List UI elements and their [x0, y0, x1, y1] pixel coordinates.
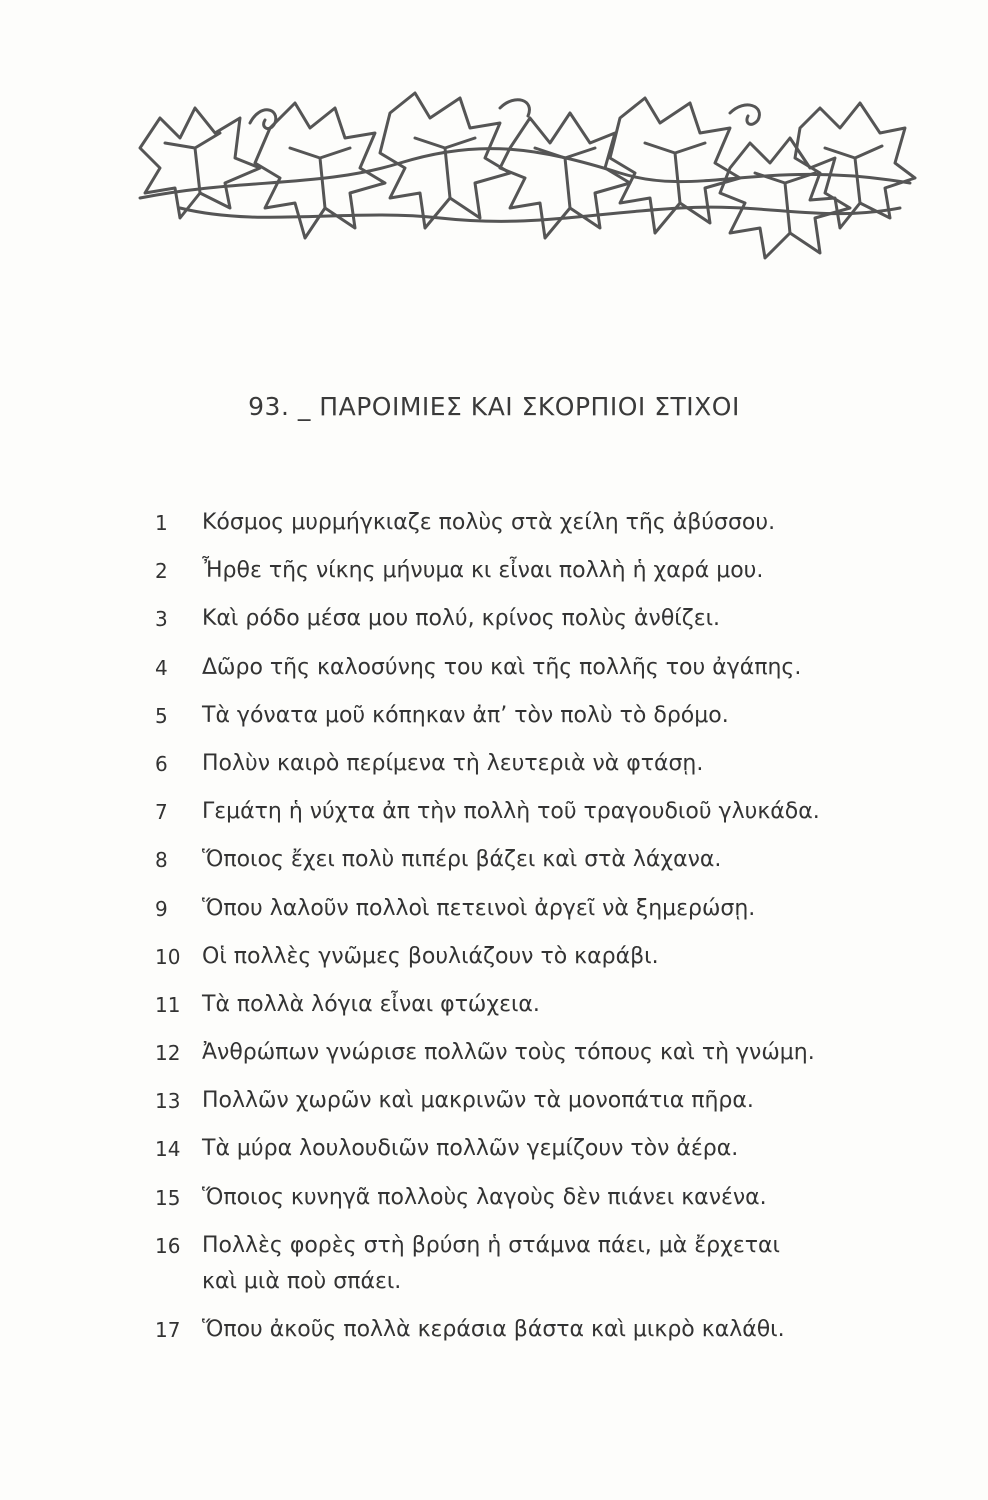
verse-text: Τὰ γόνατα μοῦ κόπηκαν ἀπ’ τὸν πολὺ τὸ δρόμο.: [202, 702, 729, 728]
verse-item: [155, 1312, 935, 1348]
verse-text: Πολλῶν χωρῶν καὶ μακρινῶν τὰ μονοπάτια πῆρα.: [202, 1088, 754, 1114]
verse-text: Πολλὲς φορὲς στὴ βρύση ἡ στάμνα πάει, μὰ ἔρχεται καὶ μιὰ ποὺ σπάει.: [202, 1232, 780, 1294]
vine-leaves-icon: [120, 88, 920, 268]
verse-text: Τὰ μύρα λουλουδιῶν πολλῶν γεμίζουν τὸν ἀέρα.: [202, 1136, 739, 1162]
verse-text: Κόσμος μυρμήγκιαζε πολὺς στὰ χείλη τῆς ἀβύσσου.: [202, 510, 776, 535]
verse-item: [155, 1228, 935, 1300]
verse-number: 7: [155, 800, 168, 825]
verse-item: [155, 1035, 935, 1071]
verse-item: [155, 505, 935, 541]
verse-number: 17: [155, 1318, 181, 1342]
verse-item: [155, 794, 935, 830]
verse-text: Ἦρθε τῆς νίκης μήνυμα κι εἶναι πολλὴ ἡ χαρά μου.: [202, 558, 764, 584]
verse-text: Τὰ πολλὰ λόγια εἶναι φτώχεια.: [202, 991, 540, 1017]
verse-item: [155, 746, 935, 782]
verse-item: [155, 601, 935, 637]
verse-number: 2: [155, 559, 168, 584]
verse-item: [155, 987, 935, 1023]
verse-list: [155, 505, 935, 1360]
verse-item: [155, 1083, 935, 1119]
page-title: 93. _ ΠΑΡΟΙΜΙΕΣ ΚΑΙ ΣΚΟΡΠΙΟΙ ΣΤΙΧΟΙ: [248, 392, 740, 421]
verse-number: 6: [155, 751, 168, 776]
verse-text: Καὶ ρόδο μέσα μου πολύ, κρίνος πολὺς ἀνθίζει.: [202, 606, 721, 632]
verse-item: [155, 553, 935, 589]
verse-number: 1: [155, 511, 168, 535]
verse-item: [155, 698, 935, 734]
verse-text: Ἀνθρώπων γνώρισε πολλῶν τοὺς τόπους καὶ τὴ γνώμη.: [202, 1040, 815, 1066]
verse-number: 10: [155, 944, 181, 969]
verse-number: 5: [155, 703, 168, 728]
verse-item: [155, 1180, 935, 1216]
verse-number: 13: [155, 1089, 181, 1114]
verse-text: Οἱ πολλὲς γνῶμες βουλιάζουν τὸ καράβι.: [202, 943, 659, 969]
verse-number: 16: [155, 1233, 181, 1258]
verse-item: [155, 650, 935, 686]
verse-item: [155, 891, 935, 927]
verse-text: Δῶρο τῆς καλοσύνης του καὶ τῆς πολλῆς του ἀγάπης.: [202, 654, 802, 680]
verse-number: 9: [155, 896, 168, 921]
verse-text: Ὅπου λαλοῦν πολλοὶ πετεινοὶ ἀργεῖ νὰ ξημερώσῃ.: [202, 895, 756, 921]
verse-number: 8: [155, 848, 168, 873]
verse-text: Ὅπου ἀκοῦς πολλὰ κεράσια βάστα καὶ μικρὸ καλάθι.: [202, 1317, 785, 1342]
verse-text: Ὅποιος ἔχει πολὺ πιπέρι βάζει καὶ στὰ λάχανα.: [202, 847, 722, 873]
verse-number: 14: [155, 1137, 181, 1162]
verse-number: 11: [155, 992, 181, 1017]
vine-leaves-ornament: [120, 88, 920, 268]
verse-number: 15: [155, 1185, 181, 1210]
verse-text: Ὅποιος κυνηγᾶ πολλοὺς λαγοὺς δὲν πιάνει κανένα.: [202, 1184, 767, 1210]
verse-number: 4: [155, 655, 168, 680]
verse-item: [155, 842, 935, 878]
verse-number: 3: [155, 607, 168, 632]
verse-item: [155, 1131, 935, 1167]
verse-item: [155, 939, 935, 975]
verse-text: Γεμάτη ἡ νύχτα ἀπ τὴν πολλὴ τοῦ τραγουδιοῦ γλυκάδα.: [202, 799, 820, 825]
verse-number: 12: [155, 1041, 181, 1066]
verse-text: Πολὺν καιρὸ περίμενα τὴ λευτεριὰ νὰ φτάσῃ.: [202, 750, 704, 776]
